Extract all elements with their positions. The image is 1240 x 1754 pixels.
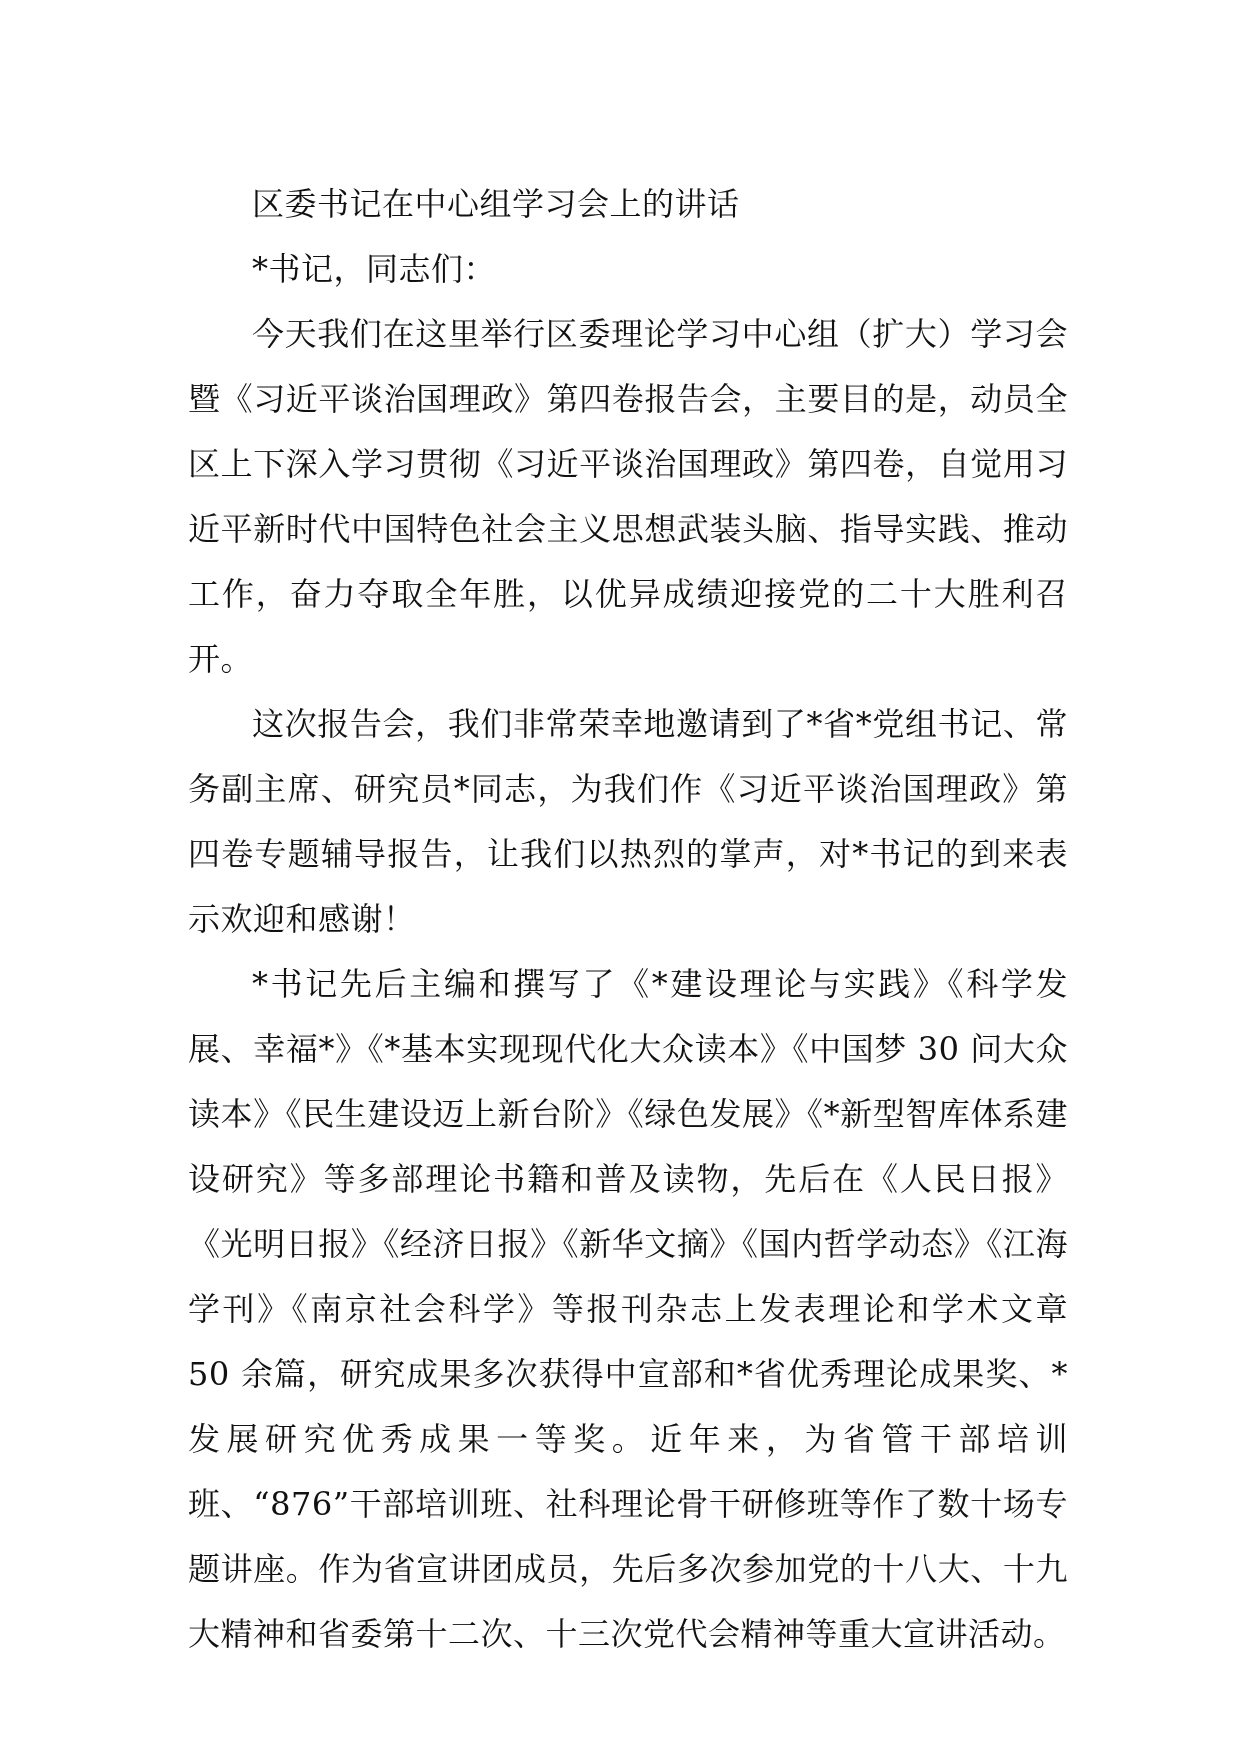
paragraph-speaker-bio: *书记先后主编和撰写了《*建设理论与实践》《科学发展、幸福*》《*基本实现现代化大众读本》《中国梦 30 问大众读本》《民生建设迈上新台阶》《绿色发展》《*新型智库体系建设研究》等多部理论书籍和普及读物，先后在《人民日报》《光明日报》《经济日报》《新华文摘》《国内哲学动态》《江海学刊》《南京社会科学》等报刊杂志上发表理论和学术文章 50 余篇，研究成果多次获得中宣部和*省优秀理论成果奖、*发展研究优秀成果一等奖。近年来，为省管干部培训班、“876”干部培训班、社科理论骨干研修班等作了数十场专题讲座。作为省宣讲团成员，先后多次参加党的十八大、十九大精神和省委第十二次、十三次党代会精神等重大宣讲活动。 [188, 965, 1068, 1653]
paragraph-invitation: 这次报告会，我们非常荣幸地邀请到了*省*党组书记、常务副主席、研究员*同志，为我们作《习近平谈治国理政》第四卷专题辅导报告，让我们以热烈的掌声，对*书记的到来表示欢迎和感谢！ [188, 705, 1068, 938]
document-page [188, 172, 1068, 1667]
salutation: *书记，同志们： [252, 250, 497, 288]
document-title: 区委书记在中心组学习会上的讲话 [252, 185, 740, 223]
paragraph-opening: 今天我们在这里举行区委理论学习中心组（扩大）学习会暨《习近平谈治国理政》第四卷报告会，主要目的是，动员全区上下深入学习贯彻《习近平谈治国理政》第四卷，自觉用习近平新时代中国特色社会主义思想武装头脑、指导实践、推动工作，奋力夺取全年胜，以优异成绩迎接党的二十大胜利召开。 [188, 315, 1068, 678]
